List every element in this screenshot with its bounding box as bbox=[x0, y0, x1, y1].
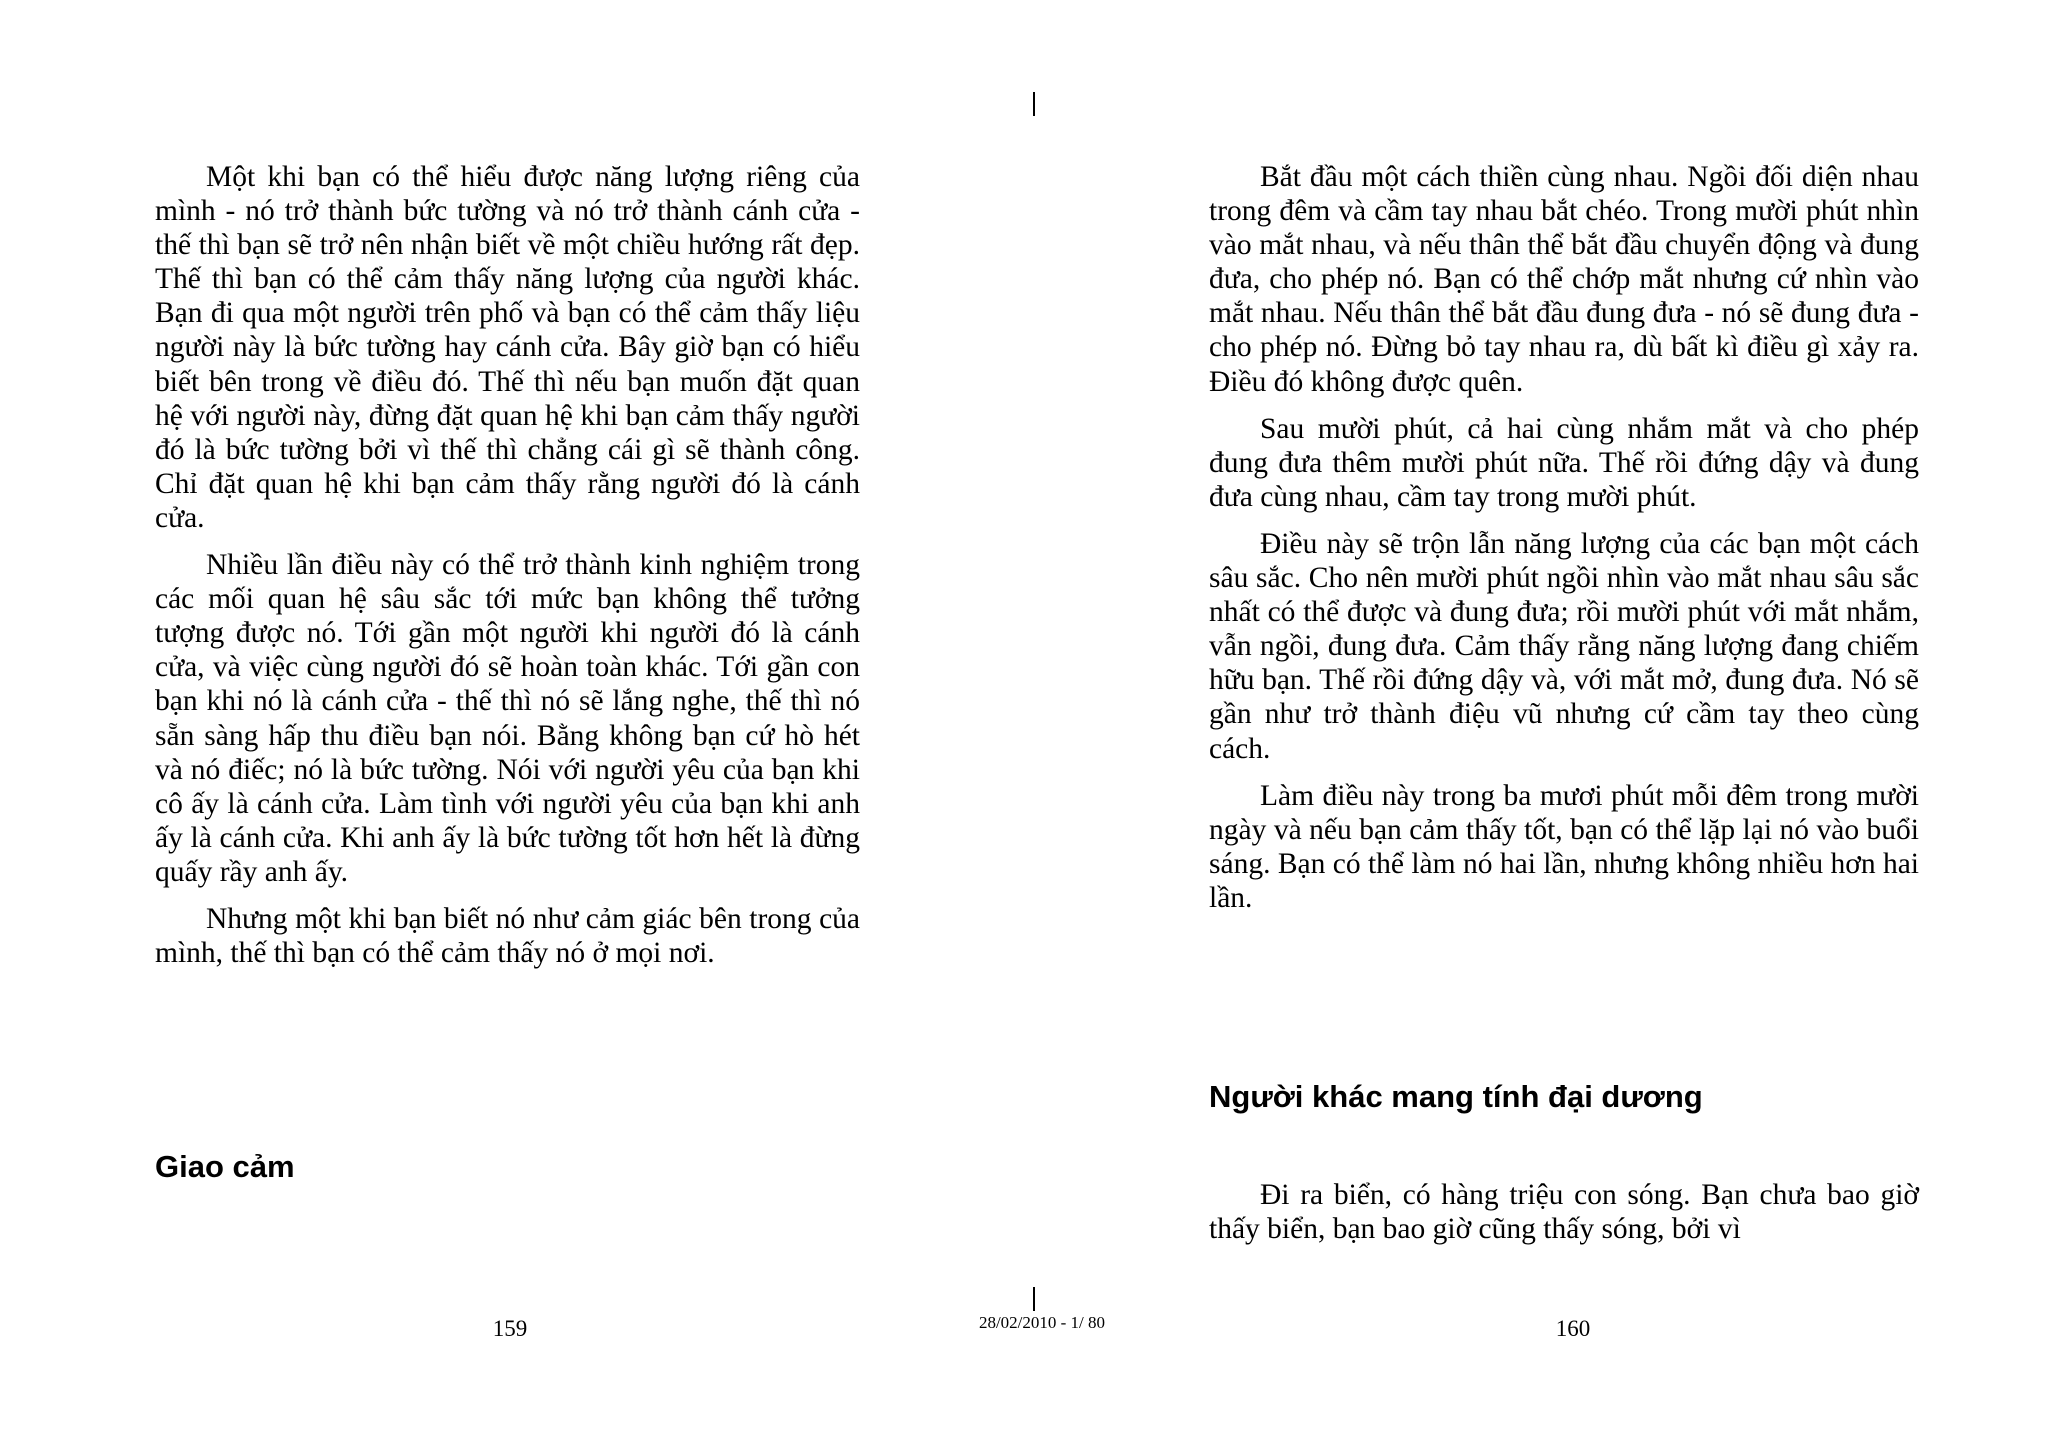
right-paragraph-2: Sau mười phút, cả hai cùng nhắm mắt và cho phép đung đưa thêm mười phút nữa. Thế rồi đứng dậy và đung đưa cùng nhau, cầm tay trong mười phút. bbox=[1209, 412, 1919, 513]
right-page bbox=[1209, 160, 1919, 915]
bottom-center-mark bbox=[1033, 1287, 1035, 1311]
right-section-heading: Người khác mang tính đại dương bbox=[1209, 1079, 1703, 1114]
left-paragraph-2: Nhiều lần điều này có thể trở thành kinh nghiệm trong các mối quan hệ sâu sắc tới mức bạn không thể tưởng tượng được nó. Tới gần một người khi người đó là cánh cửa, và việc cùng người đó sẽ hoàn toàn khác. Tới gần con bạn khi nó là cánh cửa - thế thì nó sẽ lắng nghe, thế thì nó sẵn sàng hấp thu điều bạn nói. Bằng không bạn cứ hò hét và nó điếc; nó là bức tường. Nói với người yêu của bạn khi cô ấy là cánh cửa. Làm tình với người yêu của bạn khi anh ấy là cánh cửa. Khi anh ấy là bức tường tốt hơn hết là đừng quấy rầy anh ấy. bbox=[155, 549, 860, 888]
left-paragraph-3: Nhưng một khi bạn biết nó như cảm giác bên trong của mình, thế thì bạn có thể cảm thấy nó ở mọi nơi. bbox=[155, 902, 860, 970]
right-paragraph-4: Làm điều này trong ba mươi phút mỗi đêm trong mười ngày và nếu bạn cảm thấy tốt, bạn có thể lặp lại nó vào buổi sáng. Bạn có thể làm nó hai lần, nhưng không nhiều hơn hai lần. bbox=[1209, 779, 1919, 914]
left-section-heading: Giao cảm bbox=[155, 1149, 295, 1184]
left-page-number: 159 bbox=[492, 1316, 528, 1341]
footer-date: 28/02/2010 - 1/ 80 bbox=[978, 1313, 1106, 1332]
right-bottom-paragraph: Đi ra biển, có hàng triệu con sóng. Bạn chưa bao giờ thấy biển, bạn bao giờ cũng thấy sóng, bởi vì bbox=[1209, 1179, 1919, 1246]
right-paragraph-1: Bắt đầu một cách thiền cùng nhau. Ngồi đối diện nhau trong đêm và cầm tay nhau bắt chéo. Trong mười phút nhìn vào mắt nhau, và nếu thân thể bắt đầu chuyển động và đung đưa, cho phép nó. Bạn có thể chớp mắt nhưng cứ nhìn vào mắt nhau. Nếu thân thể bắt đầu đung đưa - nó sẽ đung đưa - cho phép nó. Đừng bỏ tay nhau ra, dù bất kì điều gì xảy ra. Điều đó không được quên. bbox=[1209, 161, 1919, 398]
left-page bbox=[155, 160, 860, 970]
left-paragraph-1: Một khi bạn có thể hiểu được năng lượng riêng của mình - nó trở thành bức tường và nó trở thành cánh cửa - thế thì bạn sẽ trở nên nhận biết về một chiều hướng rất đẹp. Thế thì bạn có thể cảm thấy năng lượng của người khác. Bạn đi qua một người trên phố và bạn có thể cảm thấy liệu người này là bức tường hay cánh cửa. Bây giờ bạn có hiểu biết bên trong về điều đó. Thế thì nếu bạn muốn đặt quan hệ với người này, đừng đặt quan hệ khi bạn cảm thấy người đó là bức tường bởi vì thế thì chẳng cái gì sẽ thành công. Chỉ đặt quan hệ khi bạn cảm thấy rằng người đó là cánh cửa. bbox=[155, 161, 860, 534]
right-page-number: 160 bbox=[1555, 1316, 1591, 1341]
right-paragraph-3: Điều này sẽ trộn lẫn năng lượng của các bạn một cách sâu sắc. Cho nên mười phút ngồi nhìn vào mắt nhau sâu sắc nhất có thể được và đung đưa; rồi mười phút với mắt nhắm, vẫn ngồi, đung đưa. Cảm thấy rằng năng lượng đang chiếm hữu bạn. Thế rồi đứng dậy và, với mắt mở, đung đưa. Nó sẽ gần như trở thành điệu vũ nhưng cứ cầm tay theo cùng cách. bbox=[1209, 527, 1919, 765]
top-center-mark bbox=[1033, 92, 1035, 116]
